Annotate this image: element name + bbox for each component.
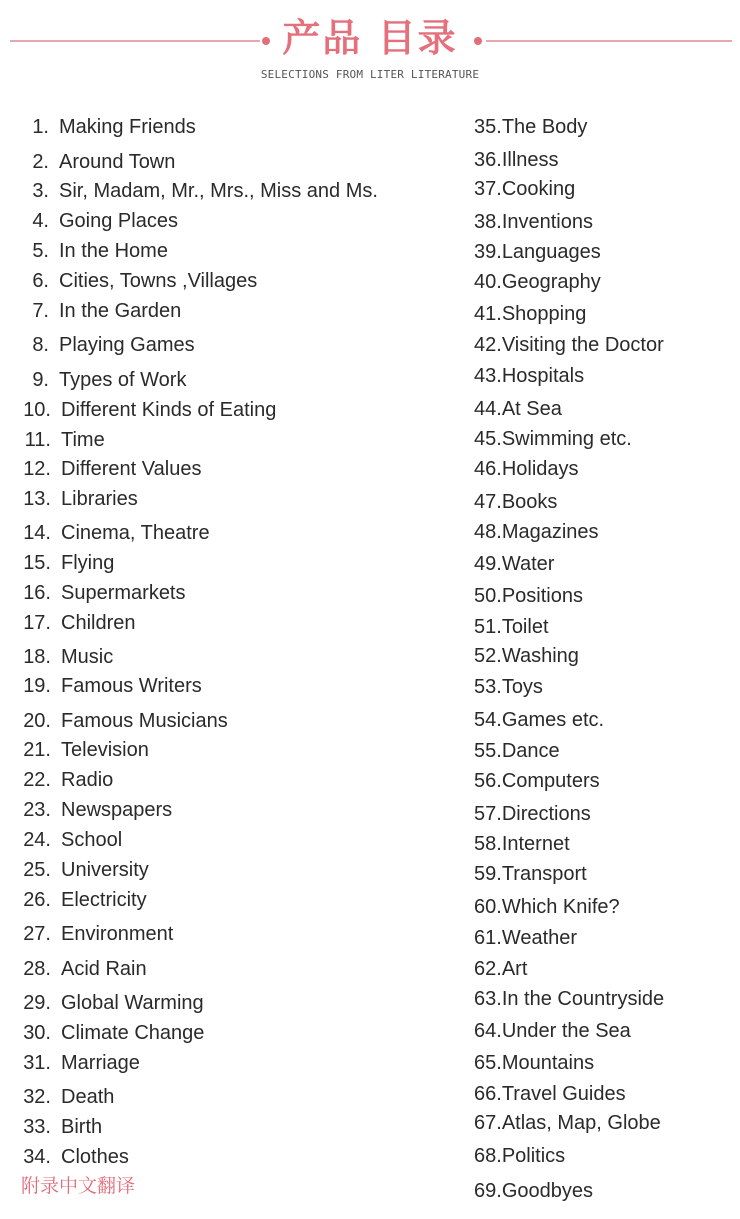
topic-number: 44. bbox=[474, 398, 502, 420]
topic-number: 64. bbox=[474, 1020, 502, 1042]
topic-number: 46. bbox=[474, 458, 502, 480]
topic-number: 39. bbox=[474, 241, 502, 263]
topic-item bbox=[22, 115, 196, 139]
topic-number: 20. bbox=[23, 710, 51, 732]
topic-item bbox=[474, 397, 562, 421]
topic-number: 24. bbox=[23, 829, 51, 851]
topic-label: Languages bbox=[501, 241, 601, 263]
topic-item bbox=[20, 428, 105, 452]
topic-number: 9. bbox=[32, 369, 49, 391]
topic-label: Libraries bbox=[61, 488, 138, 510]
topic-item bbox=[22, 209, 178, 233]
topic-number: 62. bbox=[474, 958, 502, 980]
topic-item bbox=[20, 611, 135, 635]
topic-label: Birth bbox=[61, 1116, 103, 1138]
topic-number: 25. bbox=[23, 859, 51, 881]
topic-number: 19. bbox=[23, 675, 51, 697]
topic-item bbox=[20, 858, 149, 882]
topic-item bbox=[20, 1021, 204, 1045]
topic-number: 33. bbox=[23, 1116, 51, 1138]
topic-item bbox=[474, 769, 600, 793]
topic-label: Death bbox=[61, 1086, 115, 1108]
topic-label: School bbox=[61, 829, 123, 851]
topic-item bbox=[22, 299, 181, 323]
topic-label: Magazines bbox=[501, 521, 599, 543]
topic-number: 45. bbox=[474, 428, 502, 450]
topic-number: 56. bbox=[474, 770, 502, 792]
topic-number: 61. bbox=[474, 927, 502, 949]
header-divider-right bbox=[486, 40, 732, 42]
topic-item bbox=[20, 1115, 102, 1139]
topic-number: 37. bbox=[474, 178, 502, 200]
topic-item bbox=[22, 269, 257, 293]
topic-label: Time bbox=[61, 429, 105, 451]
topic-label: Going Places bbox=[59, 210, 178, 232]
topic-number: 13. bbox=[23, 488, 51, 510]
topic-label: Sir, Madam, Mr., Mrs., Miss and Ms. bbox=[59, 180, 378, 202]
topic-item bbox=[474, 490, 557, 514]
topic-number: 59. bbox=[474, 863, 502, 885]
topic-label: Different Values bbox=[61, 458, 202, 480]
topic-item bbox=[20, 645, 113, 669]
topic-number: 69. bbox=[474, 1180, 502, 1202]
topic-item bbox=[20, 768, 113, 792]
topic-number: 54. bbox=[474, 709, 502, 731]
topic-label: Transport bbox=[501, 863, 587, 885]
topic-number: 3. bbox=[32, 180, 49, 202]
topic-label: Famous Musicians bbox=[61, 710, 228, 732]
topic-number: 5. bbox=[32, 240, 49, 262]
topic-number: 23. bbox=[23, 799, 51, 821]
topic-number: 38. bbox=[474, 211, 502, 233]
topic-label: Playing Games bbox=[59, 334, 195, 356]
topic-label: Toys bbox=[501, 676, 543, 698]
topic-label: Cities, Towns ,Villages bbox=[59, 270, 258, 292]
topic-number: 49. bbox=[474, 553, 502, 575]
topic-item bbox=[474, 708, 604, 732]
topic-label: Types of Work bbox=[59, 369, 187, 391]
topic-item bbox=[20, 457, 201, 481]
topic-number: 57. bbox=[474, 803, 502, 825]
topic-number: 14. bbox=[23, 522, 51, 544]
topic-label: Cooking bbox=[501, 178, 576, 200]
topic-label: In the Countryside bbox=[501, 988, 665, 1010]
topic-label: Television bbox=[61, 739, 149, 761]
topic-number: 55. bbox=[474, 740, 502, 762]
topic-number: 34. bbox=[23, 1146, 51, 1168]
topic-item bbox=[20, 888, 147, 912]
topic-item bbox=[20, 1085, 114, 1109]
topic-label: Politics bbox=[501, 1145, 566, 1167]
topic-item bbox=[474, 364, 584, 388]
topic-item bbox=[474, 333, 664, 357]
topic-item bbox=[20, 581, 186, 605]
topic-number: 11. bbox=[24, 429, 51, 451]
topic-label: Hospitals bbox=[501, 365, 585, 387]
topic-item bbox=[22, 239, 168, 263]
topic-item bbox=[474, 520, 599, 544]
topic-item bbox=[474, 1019, 631, 1043]
topic-label: Dance bbox=[501, 740, 560, 762]
topic-number: 42. bbox=[474, 334, 502, 356]
topic-item bbox=[20, 551, 114, 575]
topic-number: 10. bbox=[23, 399, 51, 421]
topic-label: At Sea bbox=[501, 398, 562, 420]
topic-item bbox=[20, 798, 172, 822]
topic-item bbox=[474, 862, 587, 886]
topic-item bbox=[474, 552, 554, 576]
topic-item bbox=[474, 739, 560, 763]
topic-item bbox=[474, 1179, 593, 1203]
topic-item bbox=[20, 828, 122, 852]
topic-number: 6. bbox=[32, 270, 49, 292]
topic-item bbox=[474, 148, 559, 172]
topic-item bbox=[474, 240, 601, 264]
topic-label: Famous Writers bbox=[61, 675, 202, 697]
topic-label: Water bbox=[501, 553, 555, 575]
catalog-header bbox=[0, 0, 740, 100]
topic-item bbox=[474, 1051, 594, 1075]
topic-item bbox=[22, 368, 186, 392]
topic-label: Internet bbox=[501, 833, 570, 855]
topic-item bbox=[474, 584, 583, 608]
topic-label: Games etc. bbox=[501, 709, 605, 731]
topic-label: Goodbyes bbox=[501, 1180, 593, 1202]
topic-item bbox=[474, 926, 577, 950]
topic-item bbox=[474, 427, 632, 451]
topic-item bbox=[474, 115, 587, 139]
topic-label: Under the Sea bbox=[501, 1020, 631, 1042]
topic-label: Acid Rain bbox=[61, 958, 147, 980]
topic-label: Atlas, Map, Globe bbox=[501, 1112, 661, 1134]
topic-label: Shopping bbox=[501, 303, 587, 325]
topic-label: University bbox=[61, 859, 149, 881]
topic-item bbox=[474, 270, 601, 294]
topic-number: 36. bbox=[474, 149, 502, 171]
topic-item bbox=[22, 150, 175, 174]
topic-number: 4. bbox=[32, 210, 49, 232]
header-dot-right bbox=[474, 37, 482, 45]
topic-label: Cinema, Theatre bbox=[61, 522, 210, 544]
topic-item bbox=[474, 1111, 661, 1135]
topic-label: Travel Guides bbox=[501, 1083, 626, 1105]
appendix-link: 附录中文翻译 bbox=[21, 1175, 136, 1197]
topic-number: 31. bbox=[23, 1052, 51, 1074]
topic-item bbox=[474, 302, 586, 326]
topic-number: 40. bbox=[474, 271, 502, 293]
topic-label: Holidays bbox=[501, 458, 579, 480]
topic-label: Radio bbox=[61, 769, 114, 791]
topic-item bbox=[474, 675, 543, 699]
topic-item bbox=[20, 487, 138, 511]
topic-number: 65. bbox=[474, 1052, 502, 1074]
topic-number: 8. bbox=[32, 334, 49, 356]
topic-number: 60. bbox=[474, 896, 502, 918]
topic-number: 52. bbox=[474, 645, 502, 667]
topic-number: 16. bbox=[23, 582, 51, 604]
topic-number: 67. bbox=[474, 1112, 502, 1134]
topic-label: Books bbox=[501, 491, 558, 513]
topic-number: 30. bbox=[23, 1022, 51, 1044]
topic-number: 27. bbox=[23, 923, 51, 945]
topic-label: Making Friends bbox=[59, 116, 196, 138]
topic-label: Washing bbox=[501, 645, 579, 667]
topic-label: Computers bbox=[501, 770, 600, 792]
topic-label: Visiting the Doctor bbox=[501, 334, 664, 356]
topic-number: 48. bbox=[474, 521, 502, 543]
topic-item bbox=[474, 1082, 626, 1106]
topic-item bbox=[20, 709, 228, 733]
topic-label: Children bbox=[61, 612, 136, 634]
topic-number: 51. bbox=[474, 616, 502, 638]
topic-item bbox=[20, 674, 202, 698]
topic-item bbox=[22, 179, 378, 203]
topic-number: 35. bbox=[474, 116, 502, 138]
topic-label: Directions bbox=[501, 803, 591, 825]
topic-item bbox=[20, 922, 173, 946]
topic-label: Illness bbox=[501, 149, 559, 171]
topic-number: 1. bbox=[32, 116, 49, 138]
topic-number: 12. bbox=[23, 458, 51, 480]
topic-label: Different Kinds of Eating bbox=[61, 399, 277, 421]
topic-label: Music bbox=[61, 646, 114, 668]
topic-label: In the Garden bbox=[59, 300, 182, 322]
topic-label: Climate Change bbox=[61, 1022, 205, 1044]
topic-item bbox=[20, 991, 204, 1015]
topic-number: 43. bbox=[474, 365, 502, 387]
topic-item bbox=[22, 333, 195, 357]
topic-label: Art bbox=[501, 958, 528, 980]
topic-number: 18. bbox=[23, 646, 51, 668]
topic-number: 7. bbox=[32, 300, 49, 322]
topic-label: Mountains bbox=[501, 1052, 595, 1074]
topic-label: Clothes bbox=[61, 1146, 129, 1168]
topic-item bbox=[474, 832, 570, 856]
topic-item bbox=[474, 177, 575, 201]
topic-item bbox=[20, 398, 276, 422]
topic-item bbox=[20, 521, 210, 545]
topic-number: 41. bbox=[474, 303, 502, 325]
topic-item bbox=[474, 1144, 565, 1168]
topic-number: 68. bbox=[474, 1145, 502, 1167]
header-divider-left bbox=[10, 40, 260, 42]
topic-label: Supermarkets bbox=[61, 582, 186, 604]
topic-label: Around Town bbox=[59, 151, 176, 173]
topic-label: Inventions bbox=[501, 211, 593, 233]
topic-label: Environment bbox=[61, 923, 174, 945]
topic-item bbox=[20, 738, 149, 762]
topic-label: In the Home bbox=[59, 240, 168, 262]
topic-label: Electricity bbox=[61, 889, 147, 911]
topic-number: 2. bbox=[32, 151, 49, 173]
topic-number: 63. bbox=[474, 988, 502, 1010]
topic-item bbox=[474, 987, 664, 1011]
topic-item bbox=[20, 1051, 140, 1075]
topic-number: 58. bbox=[474, 833, 502, 855]
page-subtitle: SELECTIONS FROM LITER LITERATURE bbox=[260, 68, 480, 81]
topic-item bbox=[474, 802, 591, 826]
topic-item bbox=[474, 210, 593, 234]
topic-label: Toilet bbox=[501, 616, 549, 638]
topic-label: Flying bbox=[61, 552, 115, 574]
topic-number: 32. bbox=[23, 1086, 51, 1108]
topic-item bbox=[20, 957, 147, 981]
topic-label: Weather bbox=[501, 927, 578, 949]
topic-number: 53. bbox=[474, 676, 502, 698]
topic-number: 22. bbox=[23, 769, 51, 791]
page-title: 产品 目录 bbox=[282, 16, 458, 60]
topic-item bbox=[474, 644, 579, 668]
topic-label: Global Warming bbox=[61, 992, 204, 1014]
topic-label: Positions bbox=[501, 585, 583, 607]
topic-number: 26. bbox=[23, 889, 51, 911]
topic-label: Swimming etc. bbox=[501, 428, 632, 450]
topic-number: 28. bbox=[23, 958, 51, 980]
topic-number: 47. bbox=[474, 491, 502, 513]
header-dot-left bbox=[262, 37, 270, 45]
topic-number: 66. bbox=[474, 1083, 502, 1105]
topic-number: 17. bbox=[23, 612, 51, 634]
topic-label: The Body bbox=[501, 116, 588, 138]
topic-item bbox=[474, 457, 579, 481]
topic-item bbox=[20, 1145, 129, 1169]
topic-item bbox=[474, 957, 527, 981]
topic-label: Which Knife? bbox=[501, 896, 620, 918]
topic-number: 21. bbox=[23, 739, 51, 761]
topic-number: 15. bbox=[23, 552, 51, 574]
topic-number: 29. bbox=[23, 992, 51, 1014]
topic-item bbox=[474, 615, 549, 639]
topic-item bbox=[474, 895, 620, 919]
topic-label: Marriage bbox=[61, 1052, 140, 1074]
topic-label: Geography bbox=[501, 271, 601, 293]
topic-number: 50. bbox=[474, 585, 502, 607]
topic-label: Newspapers bbox=[61, 799, 173, 821]
